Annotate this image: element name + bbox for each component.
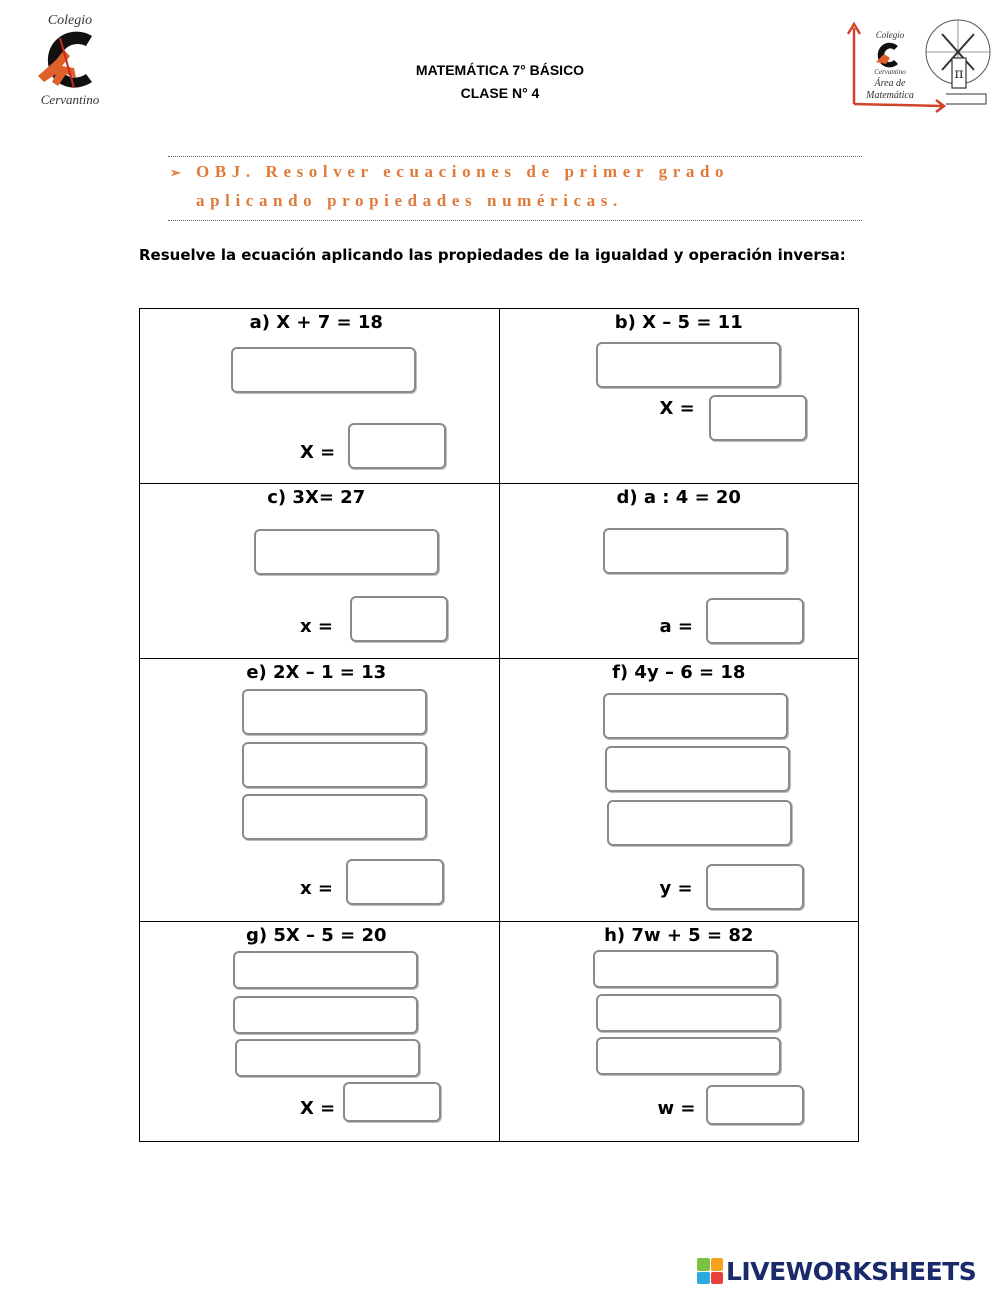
exercise-cell-e bbox=[140, 659, 500, 922]
liveworksheets-brand: LIVEWORKSHEETS bbox=[726, 1256, 977, 1286]
exercise-cell-b bbox=[499, 309, 859, 484]
svg-text:π: π bbox=[954, 66, 964, 82]
step-box-g-2[interactable] bbox=[233, 996, 418, 1034]
objective-bottom-rule bbox=[168, 220, 862, 221]
answer-box-d[interactable] bbox=[706, 598, 804, 644]
step-box-c-1[interactable] bbox=[254, 529, 439, 575]
step-box-h-2[interactable] bbox=[596, 994, 781, 1032]
math-area-logo bbox=[846, 14, 992, 114]
exercise-cell-d bbox=[499, 484, 859, 659]
objective-top-rule bbox=[168, 156, 862, 157]
step-box-g-3[interactable] bbox=[235, 1039, 420, 1077]
equation-h: h) 7w + 5 = 82 bbox=[604, 925, 754, 946]
exercise-cell-g bbox=[140, 922, 500, 1142]
arrowhead-bullet-icon: ➢ bbox=[170, 165, 181, 180]
step-box-g-1[interactable] bbox=[233, 951, 418, 989]
answer-label-c: x = bbox=[300, 616, 333, 637]
answer-box-c[interactable] bbox=[350, 596, 448, 642]
step-box-f-2[interactable] bbox=[605, 746, 790, 792]
answer-label-b: X = bbox=[659, 398, 695, 419]
answer-box-f[interactable] bbox=[706, 864, 804, 910]
equation-g: g) 5X – 5 = 20 bbox=[245, 925, 387, 946]
equation-f: f) 4y – 6 = 18 bbox=[612, 662, 746, 683]
step-box-a-1[interactable] bbox=[231, 347, 416, 393]
exercise-table bbox=[139, 308, 859, 1142]
area-logo-area-text: Área de bbox=[874, 78, 906, 89]
exercise-cell-h bbox=[499, 922, 859, 1142]
area-logo-math-text: Matemática bbox=[866, 90, 914, 101]
step-box-b-1[interactable] bbox=[596, 342, 781, 388]
exercise-cell-a bbox=[140, 309, 500, 484]
objective-line-1: OBJ. Resolver ecuaciones de primer grado bbox=[196, 162, 730, 181]
answer-box-b[interactable] bbox=[709, 395, 807, 441]
step-box-e-2[interactable] bbox=[242, 742, 427, 788]
equation-a: a) X + 7 = 18 bbox=[249, 312, 383, 333]
equation-e: e) 2X – 1 = 13 bbox=[246, 662, 387, 683]
step-box-f-1[interactable] bbox=[603, 693, 788, 739]
equation-c: c) 3X= 27 bbox=[267, 487, 366, 508]
subject-title: MATEMÁTICA 7° BÁSICO bbox=[415, 62, 585, 78]
objective-block bbox=[170, 158, 860, 215]
liveworksheets-logo bbox=[697, 1258, 976, 1284]
answer-label-e: x = bbox=[300, 878, 333, 899]
objective-line-2: aplicando propiedades numéricas. bbox=[196, 191, 623, 210]
step-box-h-1[interactable] bbox=[593, 950, 778, 988]
answer-label-g: X = bbox=[300, 1098, 336, 1119]
lesson-title: CLASE N° 4 bbox=[460, 85, 540, 101]
area-logo-school-text: Colegio bbox=[875, 30, 905, 40]
step-box-f-3[interactable] bbox=[607, 800, 792, 846]
exercise-cell-c bbox=[140, 484, 500, 659]
answer-label-f: y = bbox=[659, 878, 693, 899]
school-logo-bottom-text: Cervantino bbox=[40, 92, 100, 107]
area-logo-cervantino-text: Cervantino bbox=[874, 68, 906, 76]
liveworksheets-grid-icon bbox=[697, 1258, 723, 1284]
step-box-d-1[interactable] bbox=[603, 528, 788, 574]
equation-b: b) X – 5 = 11 bbox=[614, 312, 743, 333]
answer-label-h: w = bbox=[657, 1098, 696, 1119]
answer-label-d: a = bbox=[659, 616, 693, 637]
answer-box-g[interactable] bbox=[343, 1082, 441, 1122]
answer-box-e[interactable] bbox=[346, 859, 444, 905]
step-box-e-1[interactable] bbox=[242, 689, 427, 735]
step-box-e-3[interactable] bbox=[242, 794, 427, 840]
answer-box-h[interactable] bbox=[706, 1085, 804, 1125]
equation-d: d) a : 4 = 20 bbox=[616, 487, 741, 508]
answer-box-a[interactable] bbox=[348, 423, 446, 469]
school-logo-top-text: Colegio bbox=[47, 13, 93, 28]
step-box-h-3[interactable] bbox=[596, 1037, 781, 1075]
instruction-text: Resuelve la ecuación aplicando las propiedades de la igualdad y operación inversa: bbox=[139, 246, 846, 264]
answer-label-a: X = bbox=[300, 442, 336, 463]
exercise-cell-f bbox=[499, 659, 859, 922]
